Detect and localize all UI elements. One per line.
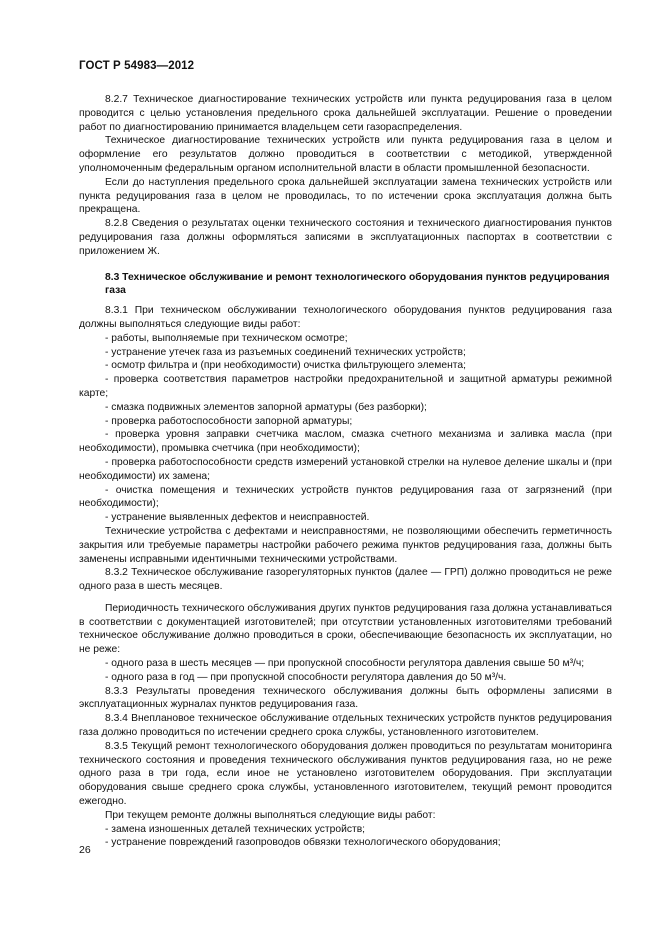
list-item: - очистка помещения и технических устройств пунктов редуцирования газа от загрязнений (при необходимости); xyxy=(79,484,612,510)
paragraph-8-3-3: 8.3.3 Результаты проведения технического обслуживания должны быть оформлены записями в эксплуатационных журналах пунктов редуцирования газа. xyxy=(79,685,612,711)
paragraph: Периодичность технического обслуживания других пунктов редуцирования газа должна устанавливаться в соответствии с документацией изготовителей; при отсутствии установленных изготовителями требований техническое обслуживание должно проводиться в сроки, обеспечивающие безопасность их эксплуатации, но не реже: xyxy=(79,602,612,656)
paragraph: Технические устройства с дефектами и неисправностями, не позволяющими обеспечить герметичность закрытия или требуемые параметры настройки рабочего режима пунктов редуцирования газа, должны быть заменены исправными идентичными техническими устройствами. xyxy=(79,525,612,565)
list-item: - устранение повреждений газопроводов обвязки технологического оборудования; xyxy=(105,837,501,849)
list-item: - устранение утечек газа из разъемных соединений технических устройств; xyxy=(105,346,466,358)
paragraph: Техническое диагностирование технических устройств или пункта редуцирования газа в целом и оформление его результатов должно проводиться в соответствии с методикой, утвержденной уполномоченным федеральным органом исполнительной власти в области промышленной безопасности. xyxy=(79,135,612,174)
list-item: - проверка работоспособности средств измерений установкой стрелки на нулевое деление шкалы и (при необходимости) их замена; xyxy=(79,456,612,482)
list-item: - проверка работоспособности запорной арматуры; xyxy=(105,415,353,427)
list-item: - замена изношенных деталей технических устройств; xyxy=(105,823,366,835)
paragraph-8-3-5: 8.3.5 Текущий ремонт технологического оборудования должен проводиться по результатам мониторинга технического состояния и проведения технического обслуживания пунктов редуцирования газа, но не реже одного раза в три года, если иное не установлено изготовителем оборудования. При эксплуатации оборудования свыше среднего срока службы, установленного изготовителем, текущий ремонт проводится ежегодно. xyxy=(79,740,612,808)
list-item: - одного раза в год — при пропускной способности регулятора давления до 50 м³/ч. xyxy=(105,671,507,683)
list-item: - смазка подвижных элементов запорной арматуры (без разборки); xyxy=(105,401,427,413)
page-number: 26 xyxy=(79,844,91,856)
list-item: - устранение выявленных дефектов и неисправностей. xyxy=(105,512,370,524)
list-item: - работы, выполняемые при техническом осмотре; xyxy=(105,332,348,344)
paragraph: Если до наступления предельного срока дальнейшей эксплуатации замена технических устройств или пункта редуцирования газа в целом не проводилась, то по истечении срока эксплуатация должна быть прекращена. xyxy=(79,176,612,216)
list-item: - проверка соответствия параметров настройки предохранительной и защитной арматуры режимной карте; xyxy=(79,374,612,399)
list-item: - проверка уровня заправки счетчика маслом, смазка счетного механизма и заливка масла (при необходимости), промывка счетчика (при необходимости); xyxy=(79,429,612,455)
paragraph-8-3-4: 8.3.4 Внеплановое техническое обслуживание отдельных технических устройств пунктов редуцирования газа должно проводиться по истечении среднего срока службы, установленного изготовителем. xyxy=(79,713,612,739)
paragraph-8-2-8: 8.2.8 Сведения о результатах оценки технического состояния и технического диагностирования пунктов редуцирования газа должны оформляться записями в эксплуатационных паспортах в соответствии с приложением Ж. xyxy=(79,218,612,257)
paragraph: При текущем ремонте должны выполняться следующие виды работ: xyxy=(105,809,436,821)
list-item: - осмотр фильтра и (при необходимости) очистка фильтрующего элемента; xyxy=(105,360,466,372)
list-item: - одного раза в шесть месяцев — при пропускной способности регулятора давления свыше 50 м³/ч; xyxy=(105,658,585,670)
section-heading-8-3: 8.3 Техническое обслуживание и ремонт технологического оборудования пунктов редуцирования газа xyxy=(105,271,610,297)
document-header: ГОСТ Р 54983—2012 xyxy=(79,60,195,72)
paragraph-8-3-2: 8.3.2 Техническое обслуживание газорегуляторных пунктов (далее — ГРП) должно проводиться не реже одного раза в шесть месяцев. xyxy=(79,567,612,593)
document-body xyxy=(79,93,612,850)
paragraph-8-3-1: 8.3.1 При техническом обслуживании технологического оборудования пунктов редуцирования газа должны выполняться следующие виды работ: xyxy=(79,305,612,330)
paragraph-8-2-7: 8.2.7 Техническое диагностирование технических устройств или пункта редуцирования газа в целом проводится с целью установления предельного срока дальнейшей эксплуатации. Решение о проведении работ по диагностированию принимается владельцем сети газораспределения. xyxy=(79,94,612,133)
